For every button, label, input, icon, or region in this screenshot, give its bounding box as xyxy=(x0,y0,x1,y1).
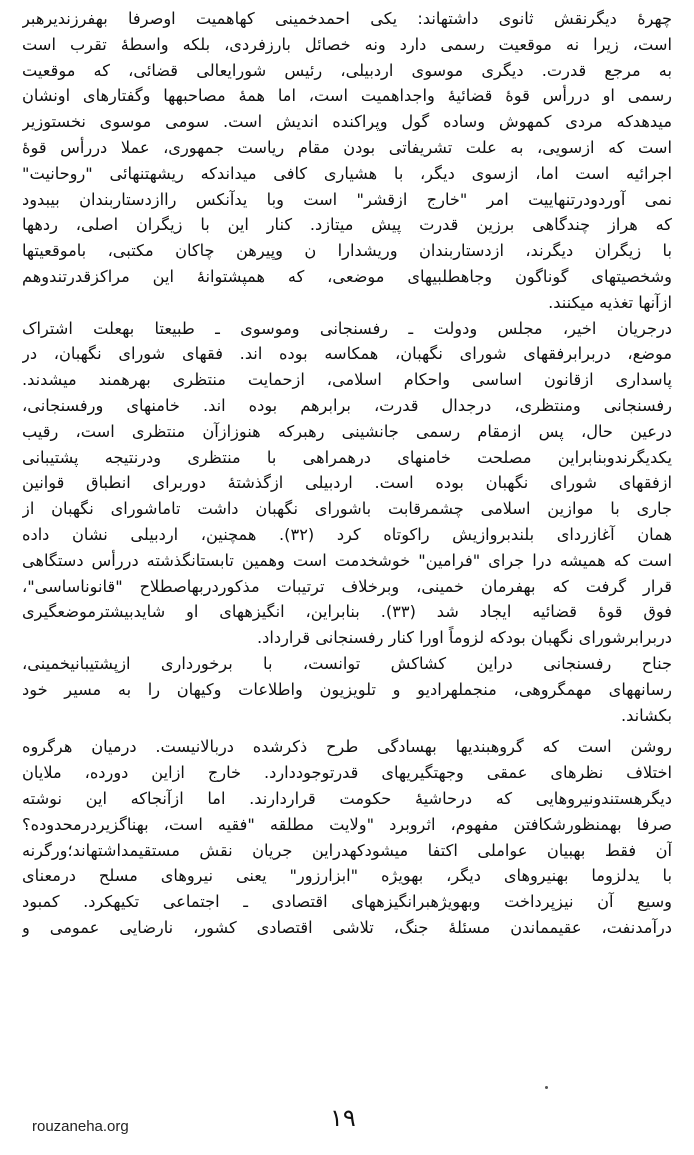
text-line: وشخصیتهای گوناگون وجاهطلبیهای موضعی، که همپشتوانهٔ این مراکزقدرتندوهم xyxy=(22,266,672,286)
text-line: یکدیگرندوبنابراین مصلحت خامنهای درهمراهی با منتظری ودرنتیجه پشتیبانی xyxy=(22,447,672,467)
paragraph-3 xyxy=(22,651,672,728)
text-line: وسیع آن نیزپرداخت وبهویژهبرانگیزههای اقتصادی ـ اجتماعی تکیهکرد. کمبود xyxy=(22,892,672,912)
text-line: رسمی او دررأس قوهٔ قضائیهٔ واجداهمیت است، اما همهٔ مصاحبهها وگفتارهای اونشان xyxy=(22,86,672,106)
text-line: ازفقهای شورای نگهبان بوده است. اردبیلی ازگذشتهٔ دوربرای انطباق قوانین xyxy=(22,473,672,493)
text-line: دربرابرشورای نگهبان بودکه لزوماً اورا کنار رفسنجانی قرارداد. xyxy=(257,628,672,648)
text-line: درآمدنفت، عقیمماندن مسئلهٔ جنگ، تلاشی اقتصادی کشور، نارضایی عمومی و xyxy=(22,917,672,937)
text-line: ازآنها تغذیه میکنند. xyxy=(548,292,672,312)
text-line: همان آغازردای بلندبروازیش راکوتاه کرد (۳۲). همچنین، اردبیلی نشان داده xyxy=(22,524,672,544)
text-line: است که ازسویی، به علت تشریفاتی بودن مقام ریاست جمهوری، عملا دررأس قوهٔ xyxy=(22,137,672,157)
body-text xyxy=(22,6,672,941)
text-line: که هراز چندگاهی برزین قدرت پیش میتازد. کنار این با زیگران اصلی، ردهها xyxy=(22,215,672,235)
text-line: جناح رفسنجانی دراین کشاکش توانست، با برخورداری ازپشتیبانیخمینی، xyxy=(22,653,672,673)
text-line: پاسداری ازقانون اساسی واحکام اسلامی، ازحمایت منتظری بهرهمند میشدند. xyxy=(22,370,672,390)
text-line: فوق قوهٔ قضائیه ایجاد شد (۳۳). بنابراین، انگیزههای او شایدبیشترموضعگیری xyxy=(22,602,672,622)
scan-speck xyxy=(545,1086,548,1089)
footer-site-url: rouzaneha.org xyxy=(32,1118,129,1135)
text-line: چهرهٔ دیگرنقش ثانوی داشتهاند: یکی احمدخمینی کهاهمیت اوصرفا بهفرزندیرهبر xyxy=(22,9,672,28)
text-line: آن فقط بهبیان عواملی اکتفا میشودکهدراین جریان نقش مستقیمداشتهاند؛ورگرنه xyxy=(22,840,672,860)
text-line: بکشاند. xyxy=(621,705,672,725)
text-line: دیگرهستندونیروهایی که درحاشیهٔ حکومت قراردارند. اما ازآنجاکه این نوشته xyxy=(22,788,672,808)
text-line: جاری با موازین اسلامی چشمرقابت باشورای نگهبان داشت تاماشورای نگهبان از xyxy=(22,499,672,519)
text-line: است، زیرا نه موقعیت رسمی دارد ونه خصائل بارزفردی، بلکه واسطهٔ تقرب است xyxy=(22,34,672,54)
text-line: روشن است که گروهبندیها بهسادگی طرح ذکرشده دربالانیست. درمیان هرگروه xyxy=(22,737,672,757)
text-line: درجریان اخیر، مجلس ودولت ـ رفسنجانی وموسوی ـ طبیعتا بهعلت اشتراک xyxy=(22,318,672,338)
text-line: رسانههای مهمگروهی، منجملهرادیو و تلویزیون واطلاعات وکیهان را به مسیر خود xyxy=(22,679,672,699)
paragraph-4 xyxy=(22,734,672,940)
paragraph-2 xyxy=(22,316,672,651)
page-number: ۱۹ xyxy=(330,1104,356,1132)
text-line: است که همیشه درا جرای "فرامین" خوشخدمت است وهمین تابستانگذشته دررأس دستگاهی xyxy=(22,550,672,570)
text-line: اختلاف نظرهای عمقی وجهتگیریهای قدرتوجوددارد. خارج ازاین دورده، ملایان xyxy=(22,763,672,783)
text-line: میدهدکه مردی کمهوش وساده گول وپراکنده اندیش است. سومی موسوی نخستوزیر xyxy=(22,112,672,132)
text-line: صرفا بهمنظورشکافتن مفهوم، اثروبرد "ولایت مطلقه "فقیه است، بهناگزیردرمحدوده؟ xyxy=(22,814,672,834)
text-line: با زیگران دیگرند، ازدستاربندان وریشدارا ن وپیرهن چاکان مکتبی، باموقعیتها xyxy=(22,241,672,261)
text-line: به مرجع قدرت. دیگری موسوی اردبیلی، رئیس شورایعالی قضائی، که موقعیت xyxy=(22,60,672,80)
text-line: نمی آوردودرتنهاییت امر "خارج ازقشر" است وبا یدآنکس راازدستاربندان بیبدود xyxy=(22,189,672,209)
paragraph-1 xyxy=(22,6,672,316)
text-line: با یدلزوما بهنیروهای دیگر، بهویژه "ابزارزور" یعنی نیروهای مسلح درمعنای xyxy=(22,866,672,886)
text-line: رفسنجانی ومنتظری، درجدال قدرت، برابرهم بوده اند. خامنهای ورفسنجانی، xyxy=(22,395,672,415)
text-line: موضع، دربرابرفقهای شورای نگهبان، همکاسه بوده اند. فقهای شورای نگهبان، در xyxy=(22,344,672,364)
text-line: درعین حال، پس ازمقام رسمی جانشینی رهبرکه هنوزازآن منتظری است، رقیب xyxy=(22,421,672,441)
text-line: قرار گرفت که بهفرمان خمینی، وبرخلاف ترتیبات مذکوردربهاصطلاح "قانوناساسی"، xyxy=(22,576,672,596)
text-line: اجرائیه است اما، ازسوی دیگر، با هشیاری کافی میداندکه ریشهتنهائی "روحانیت" xyxy=(22,163,672,183)
